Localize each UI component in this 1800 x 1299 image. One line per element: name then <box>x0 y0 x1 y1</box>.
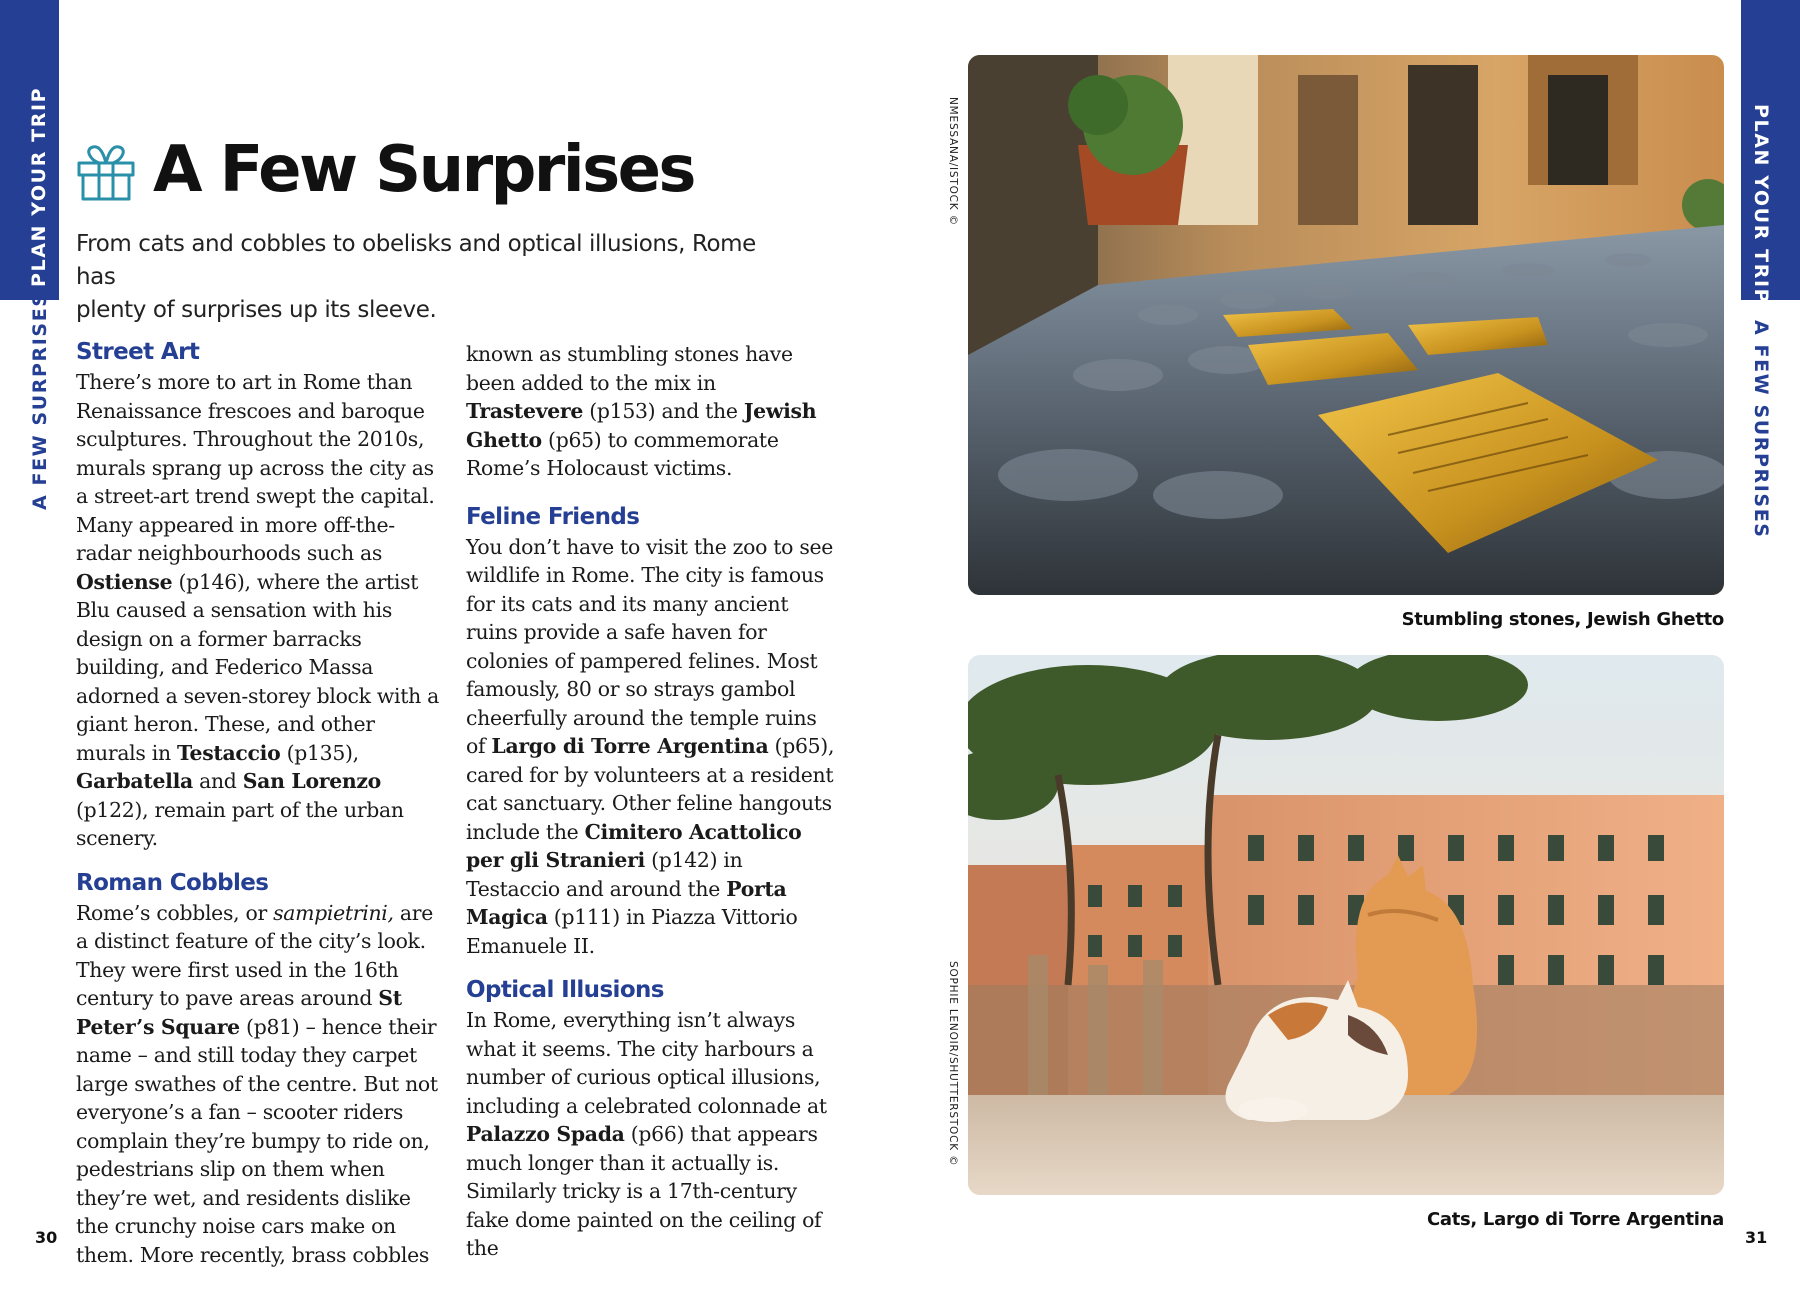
heading-roman-cobbles: Roman Cobbles <box>76 869 269 896</box>
place-jewish-ghetto: Jewish Ghetto <box>466 399 817 452</box>
heading-feline-friends: Feline Friends <box>466 503 640 530</box>
street-art-paragraph <box>76 368 446 853</box>
photo-cats <box>968 655 1724 1195</box>
heading-street-art: Street Art <box>76 339 200 365</box>
text-run: You don’t have to visit the zoo to see wildlife in Rome. The city is famous for its cats and its many ancient ruins provide a safe haven for colonies of pampered felines. Most famously, 80 or so strays gambol cheerfully around the temple ruins of <box>466 534 834 758</box>
cats-illustration <box>968 655 1724 1195</box>
text-run: known as stumbling stones have been added to the mix in <box>466 342 793 395</box>
left-tab-label: PLAN YOUR TRIP <box>28 86 50 287</box>
text-run: and <box>192 769 243 793</box>
place-largo-di-torre-argentina: Largo di Torre Argentina <box>491 734 769 758</box>
left-section-label: A FEW SURPRISES <box>29 291 51 510</box>
intro-line-1: From cats and cobbles to obelisks and optical illusions, Rome has <box>76 231 756 290</box>
place-palazzo-spada: Palazzo Spada <box>466 1122 625 1146</box>
text-run: (p146), where the artist Blu caused a sensation with his design on a former barracks building, and Federico Massa adorned a seven-storey block with a giant heron. These, and other murals in <box>76 569 440 765</box>
gift-icon <box>75 141 137 203</box>
term-sampietrini: sampietrini, <box>273 900 394 925</box>
intro-line-2: plenty of surprises up its sleeve. <box>76 297 437 323</box>
photo-credit-top: NMESSANA/ISTOCK © <box>947 97 959 226</box>
caption-bottom: Cats, Largo di Torre Argentina <box>1426 1209 1724 1230</box>
text-run: (p66) that appears much longer than it actually is. Similarly tricky is a 17th-century fake dome painted on the ceiling of the <box>466 1122 822 1260</box>
page-number-left: 30 <box>35 1228 58 1247</box>
page-number-right: 31 <box>1745 1228 1768 1247</box>
place-ostiense: Ostiense <box>76 569 173 594</box>
stumbling-stones-illustration <box>968 55 1724 595</box>
text-run: (p65), cared for by volunteers at a resident cat sanctuary. Other feline hangouts include the <box>466 734 835 844</box>
text-run: (p142) in Testaccio and around the <box>466 848 743 901</box>
roman-cobbles-continued <box>466 340 836 483</box>
right-section-label: A FEW SURPRISES <box>1750 320 1772 539</box>
heading-optical-illusions: Optical Illusions <box>466 977 664 1003</box>
text-run: (p153) and the <box>583 399 744 423</box>
text-column-1 <box>76 336 446 1269</box>
place-testaccio: Testaccio <box>176 740 281 765</box>
intro-text <box>76 228 796 327</box>
text-run: There’s more to art in Rome than Renaissance frescoes and baroque sculptures. Throughout the 2010s, murals sprang up across the city as a street-art trend swept the capital. Many appeared in more off-the-radar neighbourhoods such as <box>76 370 435 565</box>
place-trastevere: Trastevere <box>466 399 584 423</box>
text-run: are a distinct feature of the city’s look. They were first used in the 16th century to pave areas around <box>76 900 433 1010</box>
text-run: In Rome, everything isn’t always what it seems. The city harbours a number of curious optical illusions, including a celebrated colonnade at <box>466 1008 827 1118</box>
caption-top: Stumbling stones, Jewish Ghetto <box>1401 609 1724 630</box>
photo-credit-bottom: SOPHIE LENOIR/SHUTTERSTOCK © <box>947 961 959 1167</box>
right-tab-label: PLAN YOUR TRIP <box>1750 104 1772 305</box>
photo-stumbling-stones <box>968 55 1724 595</box>
place-garbatella: Garbatella <box>76 769 193 793</box>
place-san-lorenzo: San Lorenzo <box>242 769 381 793</box>
text-run: (p81) – hence their name – and still today they carpet large swathes of the centre. But not everyone’s a fan – scooter riders complain they’re bumpy to ride on, pedestrians slip on them when they’re wet, and residents dislike the crunchy noise cars make on them. More recently, brass cobbles <box>76 1014 438 1267</box>
feline-friends-paragraph <box>466 533 836 961</box>
place-cimitero-acattolico: Cimitero Acattolico per gli Stranieri <box>466 819 802 872</box>
text-run: (p111) in Piazza Vittorio Emanuele II. <box>466 905 798 958</box>
text-column-2 <box>466 340 836 1263</box>
text-run: (p65) to commemorate Rome’s Holocaust victims. <box>466 427 779 480</box>
optical-illusions-paragraph <box>466 1006 836 1263</box>
place-porta-magica: Porta Magica <box>466 876 787 929</box>
roman-cobbles-paragraph <box>76 899 446 1270</box>
text-run: Rome’s cobbles, or <box>76 900 274 925</box>
page-title: A Few Surprises <box>153 133 694 207</box>
place-st-peters-square: St Peter’s Square <box>76 986 402 1039</box>
text-run: (p135), <box>280 740 359 765</box>
text-run: (p122), remain part of the urban scenery. <box>76 797 404 850</box>
